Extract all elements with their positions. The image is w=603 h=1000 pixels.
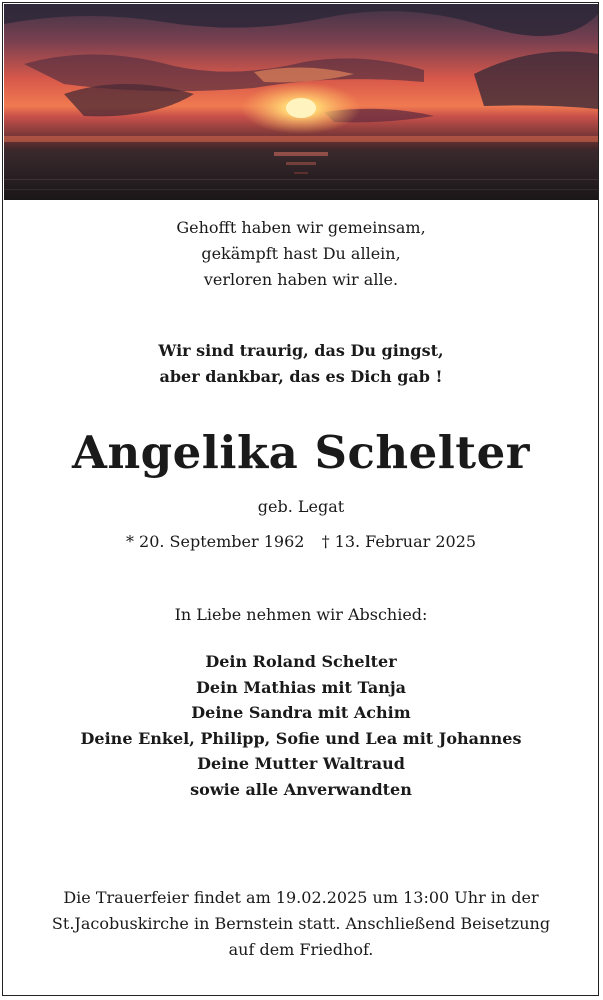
service-line: Die Trauerfeier findet am 19.02.2025 um 13:00 Uhr in der [63, 888, 539, 907]
mourner: Deine Mutter Waltraud [197, 754, 405, 773]
deceased-name: Angelika Schelter [72, 426, 530, 479]
farewell-heading: In Liebe nehmen wir Abschied: [174, 605, 428, 624]
maiden-name: geb. Legat [257, 497, 345, 516]
mourner: Dein Mathias mit Tanja [196, 677, 406, 697]
mourner: Deine Sandra mit Achim [191, 703, 411, 722]
birth-date: * 20. September 1962 [125, 532, 305, 551]
death-date: † 13. Februar 2025 [321, 532, 477, 551]
motto-line: Wir sind traurig, das Du gingst, [158, 341, 444, 360]
poem-line: Gehofft haben wir gemeinsam, [176, 218, 426, 237]
mourner: Deine Enkel, Philipp, Sofie und Lea mit Johannes [80, 728, 522, 748]
mourners-list [4, 649, 598, 802]
motto [4, 338, 598, 390]
poem [4, 215, 598, 293]
poem-line: gekämpft hast Du allein, [201, 244, 401, 263]
service-line: St.Jacobuskirche in Bernstein statt. Anschließend Beisetzung [51, 914, 551, 933]
motto-line: aber dankbar, das es Dich gab ! [159, 367, 443, 386]
poem-line: verloren haben wir alle. [203, 270, 399, 289]
mourner: sowie alle Anverwandten [190, 779, 412, 799]
sunset-photo [4, 4, 598, 200]
service-line: auf dem Friedhof. [228, 940, 374, 959]
funeral-service-info [4, 885, 598, 963]
mourner: Dein Roland Schelter [205, 652, 397, 671]
life-dates [4, 531, 598, 553]
